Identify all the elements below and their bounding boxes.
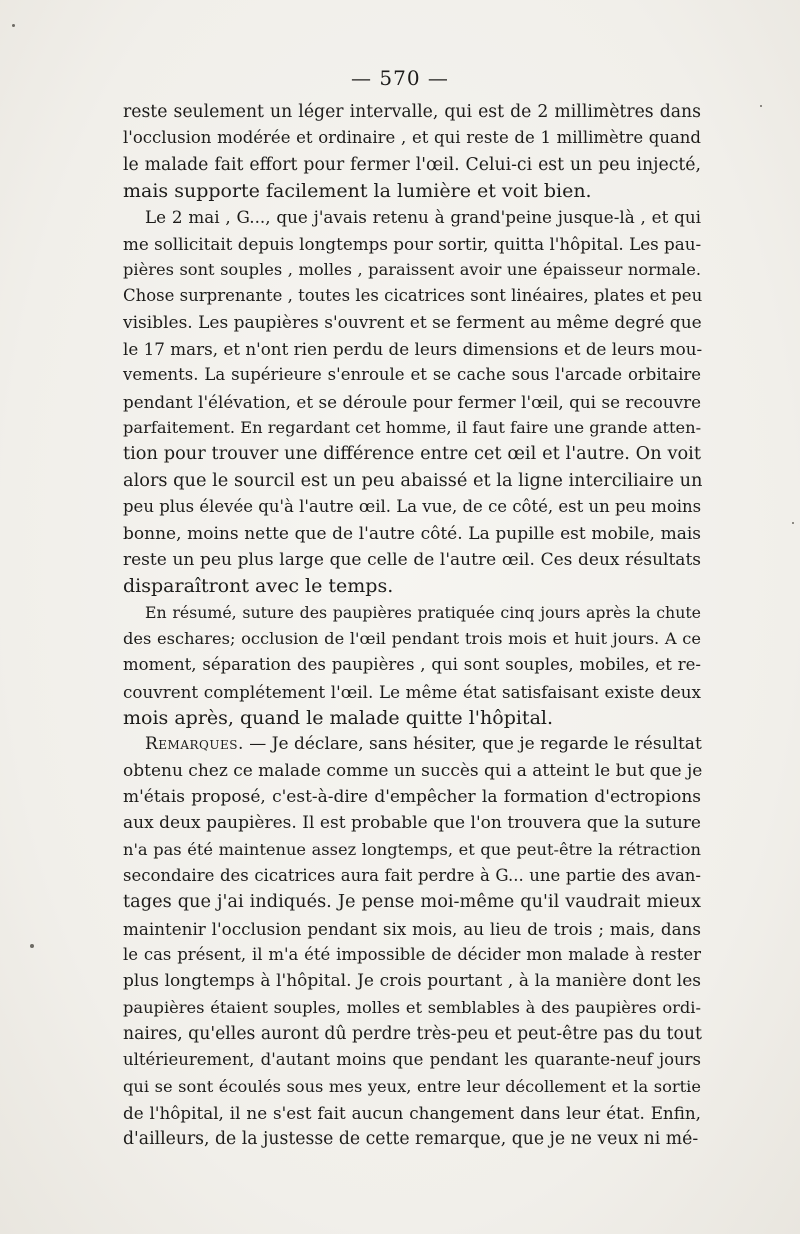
line-text: — Je déclare, sans hésiter, que je regarde le résultat (243, 734, 702, 755)
text-line: moment, séparation des paupières , qui sont souples, mobiles, et re- (123, 655, 701, 675)
text-line: maintenir l'occlusion pendant six mois, au lieu de trois ; mais, dans (123, 918, 701, 939)
body-text (123, 99, 701, 1153)
text-line: mais supporte facilement la lumière et voit bien. (123, 180, 592, 203)
section-lead: Remarques. (145, 734, 244, 755)
text-line: n'a pas été maintenue assez longtemps, et que peut-être la rétraction (123, 839, 701, 859)
text-line: de l'hôpital, il ne s'est fait aucun changement dans leur état. Enfin, (123, 1103, 701, 1124)
paper-speck (760, 105, 762, 107)
paper-speck (30, 944, 34, 948)
text-line: tion pour trouver une différence entre cet œil et l'autre. On voit (123, 444, 701, 465)
paper-speck (792, 522, 794, 524)
text-line: tages que j'ai indiqués. Je pense moi-même qu'il vaudrait mieux (123, 892, 701, 913)
text-line: pendant l'élévation, et se déroule pour fermer l'œil, qui se recouvre (123, 391, 701, 412)
text-line: ultérieurement, d'autant moins que pendant les quarante-neuf jours (123, 1050, 701, 1070)
text-line: pières sont souples , molles , paraissent avoir une épaisseur normale. (123, 260, 701, 280)
paragraph (123, 99, 701, 204)
text-line: reste seulement un léger intervalle, qui est de 2 millimètres dans (123, 102, 701, 122)
text-line: Le 2 mai , G..., que j'avais retenu à grand'peine jusque-là , et qui (145, 207, 701, 228)
paper-speck (12, 24, 15, 27)
paragraph (123, 731, 701, 1153)
text-line: disparaîtront avec le temps. (123, 575, 394, 598)
text-line: visibles. Les paupières s'ouvrent et se ferment au même degré que (123, 312, 702, 333)
page-number: — 570 — (351, 66, 449, 90)
text-line: reste un peu plus large que celle de l'autre œil. Ces deux résultats (123, 549, 701, 570)
text-line: aux deux paupières. Il est probable que l'on trouvera que la suture (123, 813, 701, 834)
text-line: qui se sont écoulés sous mes yeux, entre leur décollement et la sortie (123, 1076, 701, 1096)
text-line: le 17 mars, et n'ont rien perdu de leurs dimensions et de leurs mou- (123, 339, 703, 360)
text-line: vements. La supérieure s'enroule et se cache sous l'arcade orbitaire (123, 365, 701, 385)
text-line: m'étais proposé, c'est-à-dire d'empêcher la formation d'ectropions (123, 786, 701, 807)
paragraph (123, 204, 701, 599)
text-line: En résumé, suture des paupières pratiquée cinq jours après la chute (145, 602, 701, 622)
text-line: mois après, quand le malade quitte l'hôpital. (123, 706, 554, 729)
text-line: d'ailleurs, de la justesse de cette remarque, que je ne veux ni mé- (123, 1129, 699, 1150)
text-line: l'occlusion modérée et ordinaire , et qui reste de 1 millimètre quand (123, 128, 701, 148)
text-line: couvrent complétement l'œil. Le même état satisfaisant existe deux (123, 681, 701, 702)
text-line (123, 731, 701, 757)
text-line: le malade fait effort pour fermer l'œil. Celui-ci est un peu injecté, (123, 154, 701, 175)
paragraph (123, 600, 701, 732)
text-line: naires, qu'elles auront dû perdre très-peu et peut-être pas du tout (123, 1024, 702, 1045)
text-line: paupières étaient souples, molles et semblables à des paupières ordi- (123, 997, 701, 1017)
text-line: bonne, moins nette que de l'autre côté. La pupille est mobile, mais (123, 523, 701, 544)
text-line: peu plus élevée qu'à l'autre œil. La vue, de ce côté, est un peu moins (123, 497, 702, 517)
text-line: alors que le sourcil est un peu abaissé et la ligne interciliaire un (123, 470, 703, 491)
text-line: plus longtemps à l'hôpital. Je crois pourtant , à la manière dont les (123, 971, 701, 992)
text-line: secondaire des cicatrices aura fait perdre à G... une partie des avan- (123, 865, 701, 885)
text-line: parfaitement. En regardant cet homme, il faut faire une grande atten- (123, 418, 702, 438)
text-line: Chose surprenante , toutes les cicatrices sont linéaires, plates et peu (123, 286, 703, 306)
text-line: le cas présent, il m'a été impossible de décider mon malade à rester (123, 945, 701, 964)
text-line: obtenu chez ce malade comme un succès qui a atteint le but que je (123, 760, 703, 781)
text-line: me sollicitait depuis longtemps pour sortir, quitta l'hôpital. Les pau- (123, 233, 702, 254)
text-line: des eschares; occlusion de l'œil pendant trois mois et huit jours. A ce (123, 628, 701, 648)
